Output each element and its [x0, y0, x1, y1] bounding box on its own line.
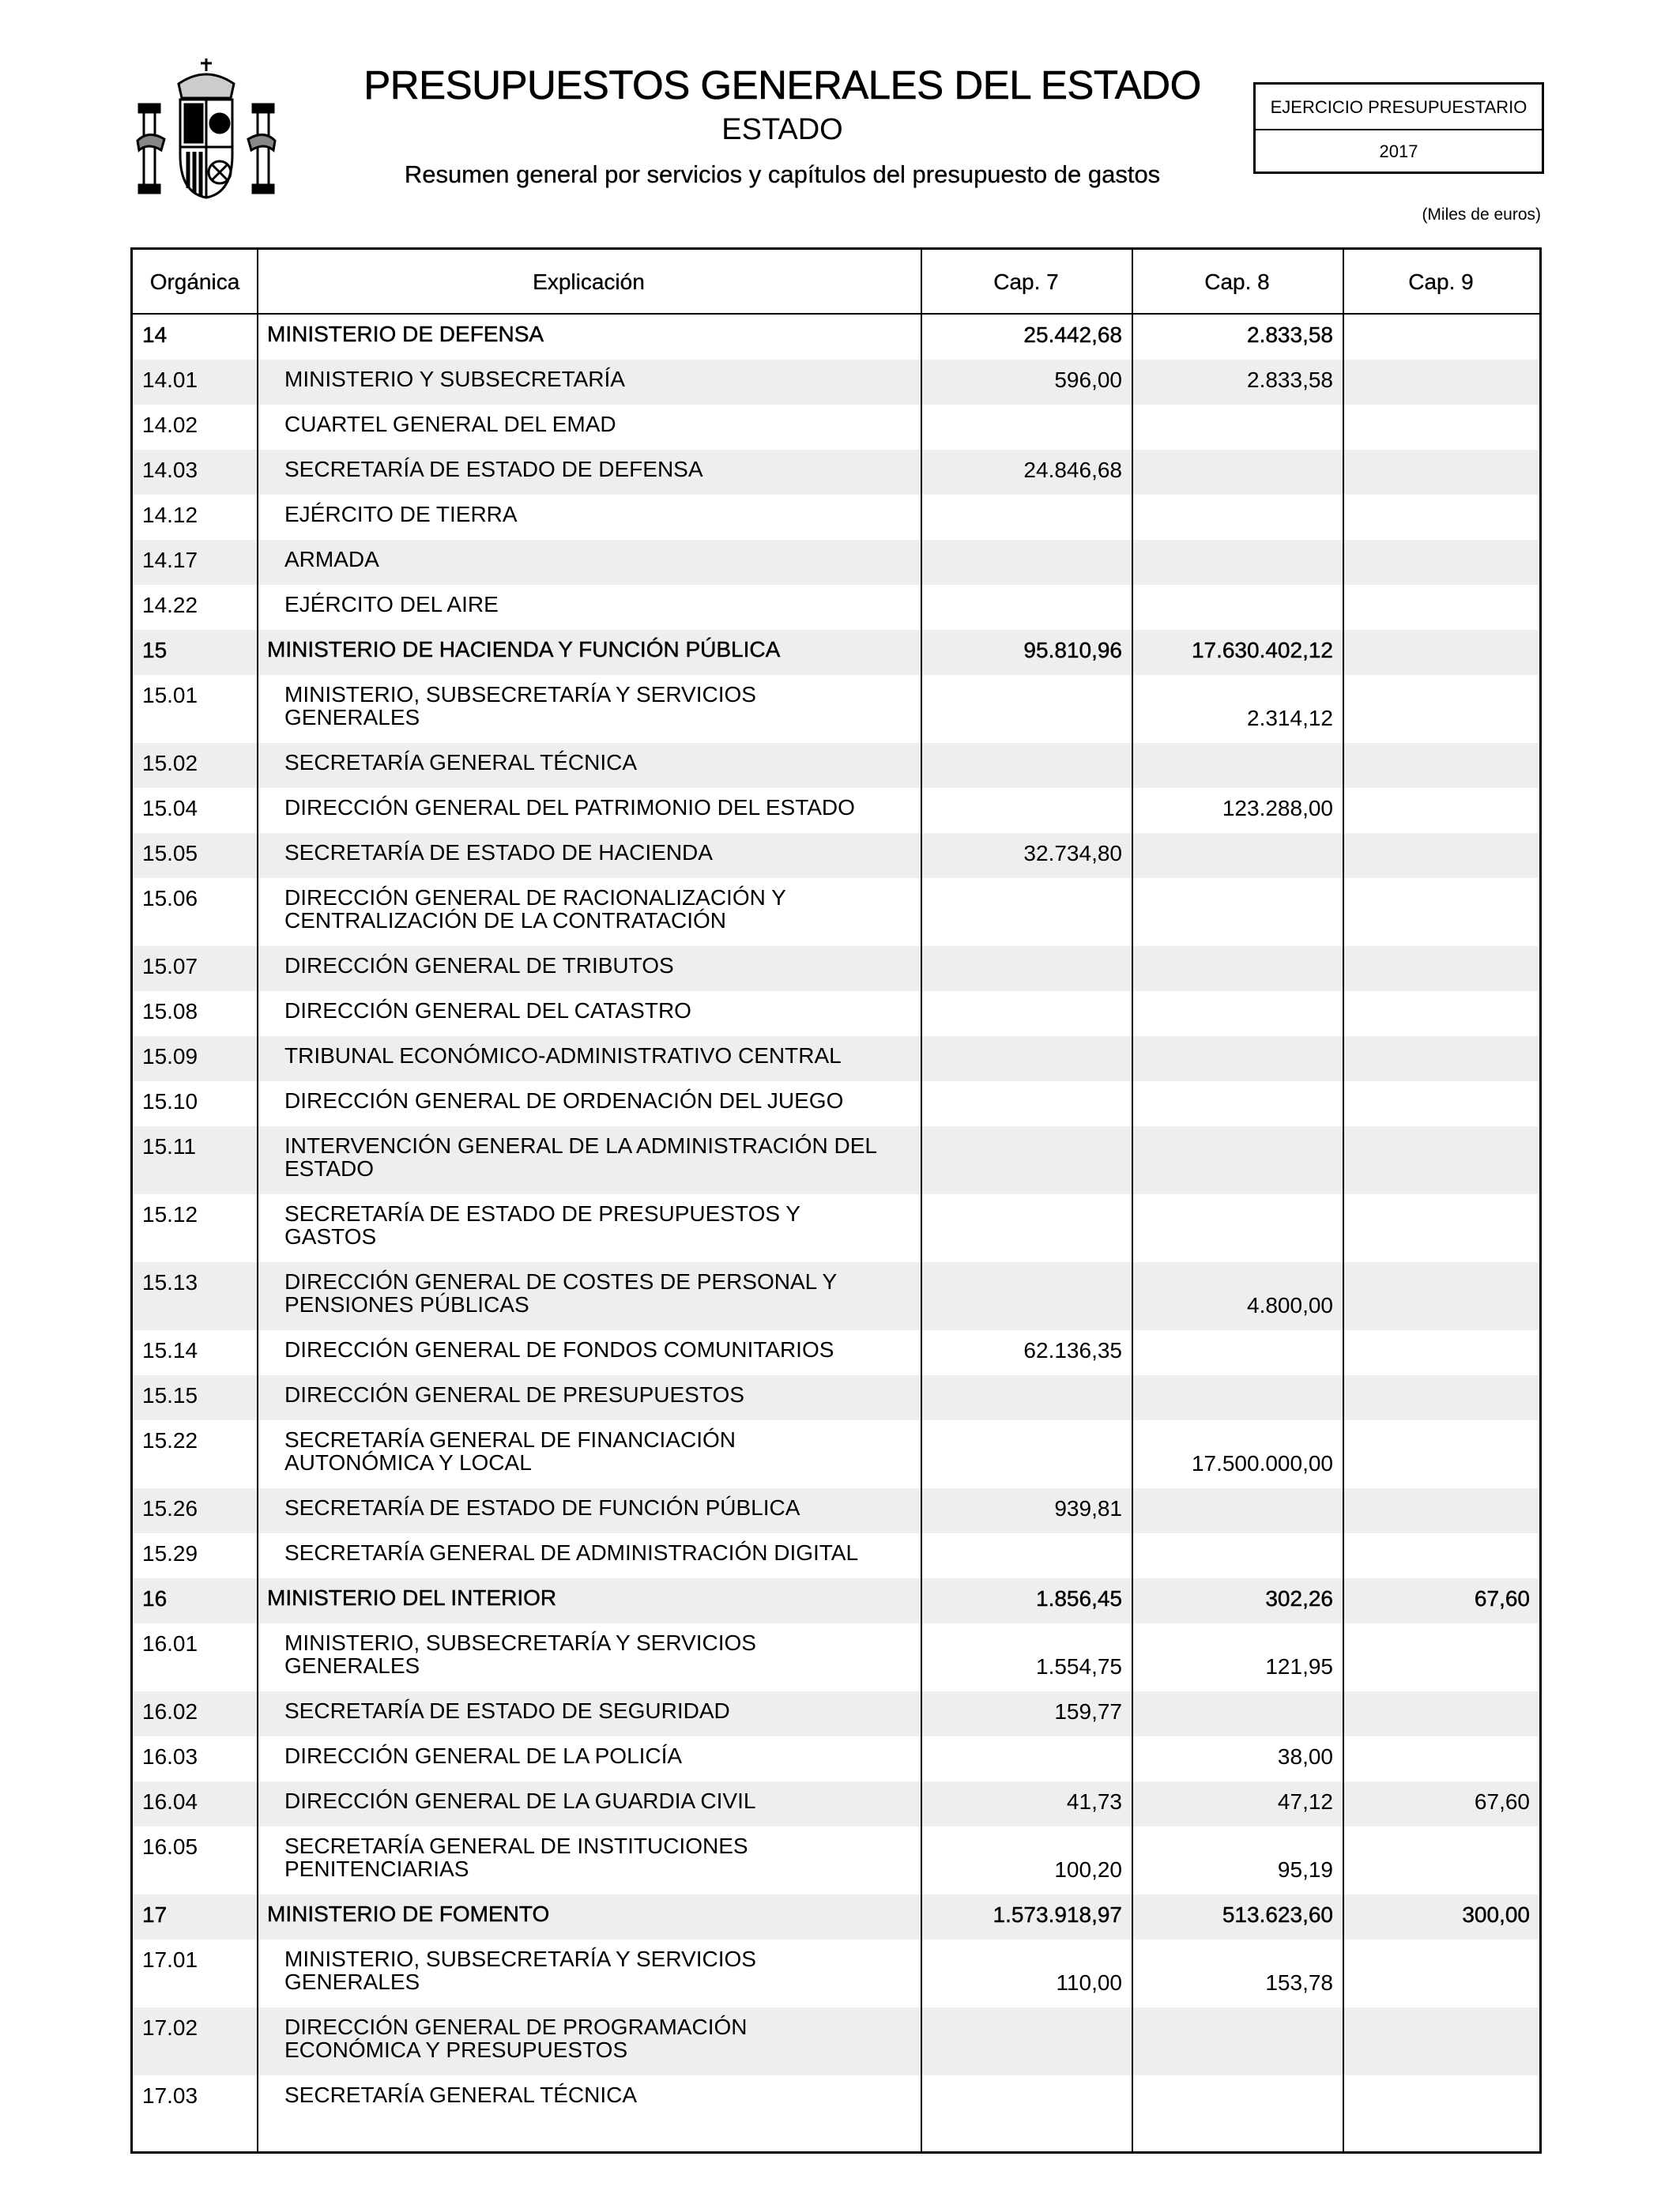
table-row [133, 1420, 1539, 1488]
table-row [133, 540, 1539, 585]
row-code: 15.13 [142, 1270, 198, 1295]
table-group-row [133, 1578, 1539, 1623]
row-description: SECRETARÍA GENERAL TÉCNICA [284, 750, 638, 775]
table-header [133, 250, 1539, 315]
column-divider [257, 250, 258, 2151]
table-row [133, 788, 1539, 833]
row-value-cap7: 25.442,68 [1023, 322, 1122, 347]
row-code: 15.05 [142, 841, 198, 865]
row-code: 14.12 [142, 503, 198, 527]
table-row [133, 405, 1539, 450]
row-description: DIRECCIÓN GENERAL DE RACIONALIZACIÓN Y CENTRALIZACIÓN DE LA CONTRATACIÓN [284, 885, 786, 933]
row-description: DIRECCIÓN GENERAL DEL PATRIMONIO DEL ESTADO [284, 795, 855, 820]
table-group-row [133, 315, 1539, 360]
table-row [133, 1691, 1539, 1736]
row-value-cap8: 302,26 [1265, 1586, 1333, 1611]
row-value-cap9: 67,60 [1474, 1586, 1530, 1611]
row-description: TRIBUNAL ECONÓMICO-ADMINISTRATIVO CENTRAL [284, 1043, 842, 1068]
column-header-cap8: Cap. 8 [1204, 270, 1270, 294]
row-value-cap7: 596,00 [1054, 368, 1122, 392]
table-row [133, 1623, 1539, 1691]
row-description: DIRECCIÓN GENERAL DE LA GUARDIA CIVIL [284, 1789, 756, 1813]
row-value-cap7: 24.846,68 [1023, 458, 1122, 482]
row-description: SECRETARÍA DE ESTADO DE FUNCIÓN PÚBLICA [284, 1495, 800, 1520]
row-value-cap8: 17.500.000,00 [1191, 1451, 1333, 1476]
budget-year-box [1253, 82, 1544, 174]
row-code: 14.22 [142, 593, 198, 617]
row-value-cap7: 939,81 [1054, 1496, 1122, 1521]
row-code: 15.08 [142, 999, 198, 1023]
row-code: 15.22 [142, 1428, 198, 1453]
table-row [133, 1940, 1539, 2007]
table-row [133, 1126, 1539, 1194]
row-code: 15.14 [142, 1338, 198, 1363]
row-description: SECRETARÍA DE ESTADO DE SEGURIDAD [284, 1698, 730, 1723]
row-description: SECRETARÍA DE ESTADO DE PRESUPUESTOS Y GASTOS [284, 1201, 800, 1249]
row-value-cap8: 2.833,58 [1247, 322, 1333, 347]
row-code: 16.03 [142, 1744, 198, 1769]
row-description: INTERVENCIÓN GENERAL DE LA ADMINISTRACIÓN DEL ESTADO [284, 1133, 876, 1181]
row-value-cap8: 153,78 [1265, 1970, 1333, 1995]
row-value-cap8: 513.623,60 [1222, 1902, 1333, 1927]
row-value-cap7: 1.856,45 [1036, 1586, 1122, 1611]
row-code: 16.02 [142, 1699, 198, 1724]
row-description: ARMADA [284, 547, 379, 571]
title-block [332, 63, 1233, 188]
table-row [133, 2007, 1539, 2075]
table-group-row [133, 1894, 1539, 1940]
row-description: SECRETARÍA GENERAL TÉCNICA [284, 2083, 638, 2107]
row-description: MINISTERIO DE HACIENDA Y FUNCIÓN PÚBLICA [267, 637, 781, 662]
row-value-cap8: 2.833,58 [1247, 368, 1333, 392]
row-description: SECRETARÍA GENERAL DE FINANCIACIÓN AUTONÓMICA Y LOCAL [284, 1427, 736, 1475]
table-row [133, 1736, 1539, 1781]
table-row [133, 946, 1539, 991]
row-code: 15.10 [142, 1089, 198, 1114]
row-description: SECRETARÍA DE ESTADO DE HACIENDA [284, 840, 713, 865]
table-group-row [133, 630, 1539, 675]
row-code: 14 [142, 322, 168, 347]
column-header-cap7: Cap. 7 [993, 270, 1059, 294]
table-row [133, 833, 1539, 878]
row-description: DIRECCIÓN GENERAL DE ORDENACIÓN DEL JUEGO [284, 1088, 844, 1113]
row-value-cap8: 123.288,00 [1222, 796, 1333, 820]
budget-year-label: EJERCICIO PRESUPUESTARIO [1256, 85, 1542, 130]
row-code: 17.01 [142, 1947, 198, 1972]
row-value-cap8: 17.630.402,12 [1191, 638, 1333, 662]
table-row [133, 1036, 1539, 1081]
row-description: MINISTERIO DEL INTERIOR [267, 1585, 557, 1610]
row-value-cap7: 159,77 [1054, 1699, 1122, 1724]
column-divider [921, 250, 922, 2151]
table-row [133, 1330, 1539, 1375]
row-description: SECRETARÍA GENERAL DE INSTITUCIONES PENITENCIARIAS [284, 1834, 748, 1881]
budget-table [130, 247, 1542, 2154]
row-description: DIRECCIÓN GENERAL DE PRESUPUESTOS [284, 1382, 744, 1407]
row-value-cap8: 2.314,12 [1247, 706, 1333, 730]
table-row [133, 991, 1539, 1036]
row-description: SECRETARÍA DE ESTADO DE DEFENSA [284, 457, 703, 481]
table-row [133, 2075, 1539, 2120]
row-description: MINISTERIO, SUBSECRETARÍA Y SERVICIOS GENERALES [284, 682, 756, 729]
table-row [133, 1375, 1539, 1420]
row-value-cap8: 121,95 [1265, 1654, 1333, 1679]
row-code: 16 [142, 1586, 168, 1611]
row-code: 17.03 [142, 2083, 198, 2108]
row-description: MINISTERIO DE FOMENTO [267, 1902, 550, 1926]
table-row [133, 675, 1539, 743]
row-code: 17.02 [142, 2015, 198, 2040]
row-code: 16.05 [142, 1834, 198, 1859]
row-description: DIRECCIÓN GENERAL DE TRIBUTOS [284, 953, 674, 978]
row-description: SECRETARÍA GENERAL DE ADMINISTRACIÓN DIGITAL [284, 1540, 859, 1565]
table-row [133, 1262, 1539, 1330]
page-subtitle: ESTADO [721, 113, 843, 147]
table-row [133, 495, 1539, 540]
row-code: 14.02 [142, 413, 198, 437]
row-value-cap7: 1.573.918,97 [993, 1902, 1122, 1927]
table-row [133, 878, 1539, 946]
row-value-cap7: 110,00 [1056, 1970, 1122, 1995]
column-divider [1132, 250, 1133, 2151]
table-row [133, 743, 1539, 788]
table-row [133, 585, 1539, 630]
row-value-cap7: 62.136,35 [1023, 1338, 1122, 1363]
row-value-cap7: 95.810,96 [1023, 638, 1122, 662]
row-value-cap7: 41,73 [1066, 1789, 1122, 1814]
table-row [133, 360, 1539, 405]
row-code: 16.04 [142, 1789, 198, 1814]
row-value-cap9: 67,60 [1474, 1789, 1530, 1814]
row-value-cap7: 32.734,80 [1023, 841, 1122, 865]
row-description: DIRECCIÓN GENERAL DE PROGRAMACIÓN ECONÓMICA Y PRESUPUESTOS [284, 2015, 748, 2062]
row-description: MINISTERIO Y SUBSECRETARÍA [284, 367, 625, 391]
row-code: 14.17 [142, 548, 198, 572]
row-code: 15.12 [142, 1202, 198, 1227]
row-value-cap8: 4.800,00 [1247, 1293, 1333, 1318]
row-value-cap8: 38,00 [1277, 1744, 1333, 1769]
row-code: 15.07 [142, 954, 198, 978]
table-row [133, 1826, 1539, 1894]
row-code: 15.04 [142, 796, 198, 820]
row-code: 15.01 [142, 683, 198, 707]
row-description: MINISTERIO DE DEFENSA [267, 322, 544, 346]
column-divider [1343, 250, 1344, 2151]
column-header-explicacion: Explicación [533, 270, 645, 294]
row-code: 15.26 [142, 1496, 198, 1521]
table-row [133, 450, 1539, 495]
row-description: EJÉRCITO DEL AIRE [284, 592, 499, 616]
page-description: Resumen general por servicios y capítulos del presupuesto de gastos [404, 160, 1161, 188]
table-row [133, 1081, 1539, 1126]
row-value-cap7: 1.554,75 [1036, 1654, 1122, 1679]
table-row [133, 1488, 1539, 1533]
table-row [133, 1781, 1539, 1826]
column-header-organica: Orgánica [149, 270, 240, 294]
row-code: 15 [142, 638, 168, 662]
row-description: DIRECCIÓN GENERAL DE LA POLICÍA [284, 1744, 683, 1768]
row-code: 15.29 [142, 1541, 198, 1566]
row-value-cap8: 95,19 [1277, 1857, 1333, 1882]
row-code: 15.02 [142, 751, 198, 775]
row-description: DIRECCIÓN GENERAL DEL CATASTRO [284, 998, 691, 1023]
row-code: 15.15 [142, 1383, 198, 1408]
row-code: 15.11 [142, 1134, 196, 1159]
row-value-cap8: 47,12 [1277, 1789, 1333, 1814]
row-code: 16.01 [142, 1631, 198, 1656]
row-description: CUARTEL GENERAL DEL EMAD [284, 412, 616, 436]
units-note: (Miles de euros) [1422, 205, 1541, 224]
row-description: EJÉRCITO DE TIERRA [284, 502, 518, 526]
coat-of-arms-icon [133, 54, 280, 204]
row-description: MINISTERIO, SUBSECRETARÍA Y SERVICIOS GENERALES [284, 1947, 756, 1994]
table-row [133, 1533, 1539, 1578]
budget-year-value: 2017 [1379, 141, 1418, 161]
row-value-cap7: 100,20 [1054, 1857, 1122, 1882]
row-code: 17 [142, 1902, 168, 1927]
row-description: DIRECCIÓN GENERAL DE COSTES DE PERSONAL Y PENSIONES PÚBLICAS [284, 1269, 837, 1317]
column-header-cap9: Cap. 9 [1408, 270, 1474, 294]
row-code: 15.06 [142, 886, 198, 910]
row-description: MINISTERIO, SUBSECRETARÍA Y SERVICIOS GENERALES [284, 1630, 756, 1678]
row-value-cap9: 300,00 [1462, 1902, 1530, 1927]
page-title: PRESUPUESTOS GENERALES DEL ESTADO [363, 62, 1201, 107]
row-description: DIRECCIÓN GENERAL DE FONDOS COMUNITARIOS [284, 1337, 834, 1362]
table-row [133, 1194, 1539, 1262]
row-code: 15.09 [142, 1044, 198, 1069]
row-code: 14.03 [142, 458, 198, 482]
row-code: 14.01 [142, 368, 198, 392]
